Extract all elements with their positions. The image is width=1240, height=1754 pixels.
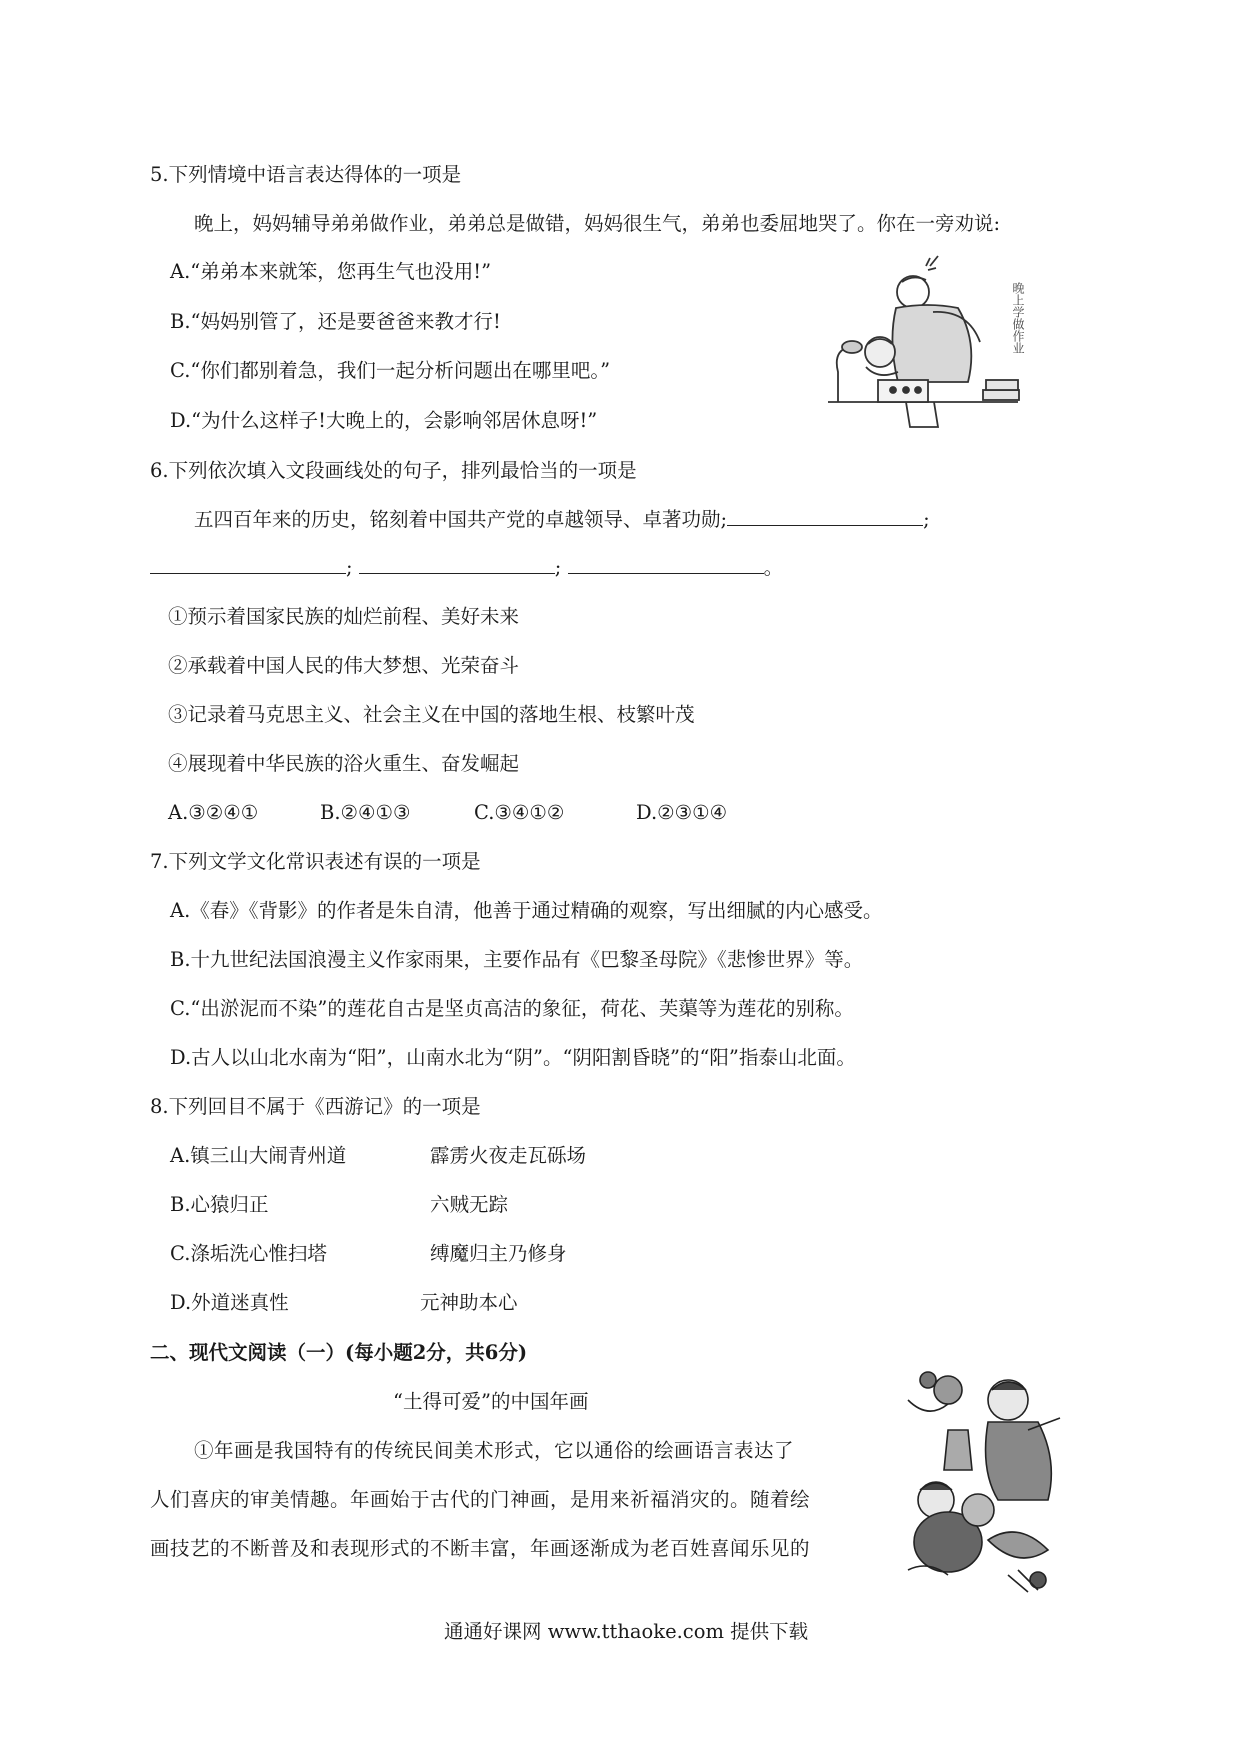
q8-option-b-left: B.心猿归正 (170, 1193, 269, 1216)
answer-blank-4[interactable] (568, 555, 764, 574)
q5-context: 晚上，妈妈辅导弟弟做作业，弟弟总是做错，妈妈很生气，弟弟也委屈地哭了。你在一旁劝说: (194, 212, 1001, 235)
q5-option-a: A.“弟弟本来就笨，您再生气也没用!” (170, 260, 492, 283)
q8-option-a-left: A.镇三山大闹青州道 (170, 1144, 347, 1167)
q7-option-c: C.“出淤泥而不染”的莲花自古是坚贞高洁的象征，荷花、芙蕖等为莲花的别称。 (170, 997, 854, 1020)
q8-option-c-right: 缚魔归主乃修身 (430, 1242, 567, 1265)
q6-semicolon: ; (554, 556, 562, 579)
q8-stem: 8.下列回目不属于《西游记》的一项是 (150, 1095, 481, 1118)
q6-passage-start: 五四百年来的历史，铭刻着中国共产党的卓越领导、卓著功勋; (194, 508, 728, 531)
section-heading: 二、现代文阅读（一）(每小题2分，共6分) (150, 1341, 528, 1364)
q6-choice-a: A.③②④① (168, 801, 259, 824)
article-para-line1: ①年画是我国特有的传统民间美术形式，它以通俗的绘画语言表达了 (194, 1439, 795, 1462)
answer-blank-3[interactable] (359, 555, 555, 574)
answer-blank-1[interactable] (727, 507, 923, 526)
q8-option-b-right: 六贼无踪 (430, 1193, 509, 1216)
q8-option-c-left: C.涤垢洗心惟扫塔 (170, 1242, 327, 1265)
q8-option-a-right: 霹雳火夜走瓦砾场 (430, 1144, 587, 1167)
article-para-line2: 人们喜庆的审美情趣。年画始于古代的门神画，是用来祈福消灾的。随着绘 (150, 1488, 811, 1511)
tutoring-illustration (818, 252, 1076, 442)
q6-semicolon: ; (923, 508, 930, 531)
q6-item-3: ③记录着马克思主义、社会主义在中国的落地生根、枝繁叶茂 (168, 703, 695, 726)
q6-choice-c: C.③④①② (474, 801, 565, 824)
q6-item-2: ②承载着中国人民的伟大梦想、光荣奋斗 (168, 654, 520, 677)
article-title: “土得可爱”的中国年画 (393, 1390, 589, 1413)
q7-option-a: A.《春》《背影》的作者是朱自清，他善于通过精确的观察，写出细腻的内心感受。 (170, 899, 883, 922)
q6-period: 。 (763, 556, 784, 579)
q5-stem: 5.下列情境中语言表达得体的一项是 (150, 163, 462, 186)
q6-stem: 6.下列依次填入文段画线处的句子，排列最恰当的一项是 (150, 459, 637, 482)
q7-option-b: B.十九世纪法国浪漫主义作家雨果，主要作品有《巴黎圣母院》《悲惨世界》等。 (170, 948, 864, 971)
footer: 通通好课网 www.tthaoke.com 提供下载 (444, 1620, 809, 1643)
q5-option-d: D.“为什么这样子!大晚上的，会影响邻居休息呀!” (170, 409, 598, 432)
q6-passage-line2 (150, 555, 783, 581)
q6-item-4: ④展现着中华民族的浴火重生、奋发崛起 (168, 752, 520, 775)
q6-choice-b: B.②④①③ (320, 801, 411, 824)
q6-passage-line1 (194, 507, 930, 533)
q8-option-d-right: 元神助本心 (420, 1291, 518, 1314)
q6-item-1: ①预示着国家民族的灿烂前程、美好未来 (168, 605, 520, 628)
nianhua-illustration (888, 1360, 1078, 1600)
q5-option-c: C.“你们都别着急，我们一起分析问题出在哪里吧。” (170, 359, 611, 382)
q6-choice-d: D.②③①④ (636, 801, 728, 824)
illustration-caption: 晚上学做作业 (1011, 282, 1025, 354)
q6-semicolon: ; (346, 556, 353, 579)
q5-option-b: B.“妈妈别管了，还是要爸爸来教才行! (170, 310, 501, 333)
q8-option-d-left: D.外道迷真性 (170, 1291, 289, 1314)
article-para-line3: 画技艺的不断普及和表现形式的不断丰富，年画逐渐成为老百姓喜闻乐见的 (150, 1537, 811, 1560)
answer-blank-2[interactable] (150, 555, 346, 574)
q7-stem: 7.下列文学文化常识表述有误的一项是 (150, 850, 481, 873)
q7-option-d: D.古人以山北水南为“阳”，山南水北为“阴”。“阴阳割昏晓”的“阳”指泰山北面。 (170, 1046, 856, 1069)
